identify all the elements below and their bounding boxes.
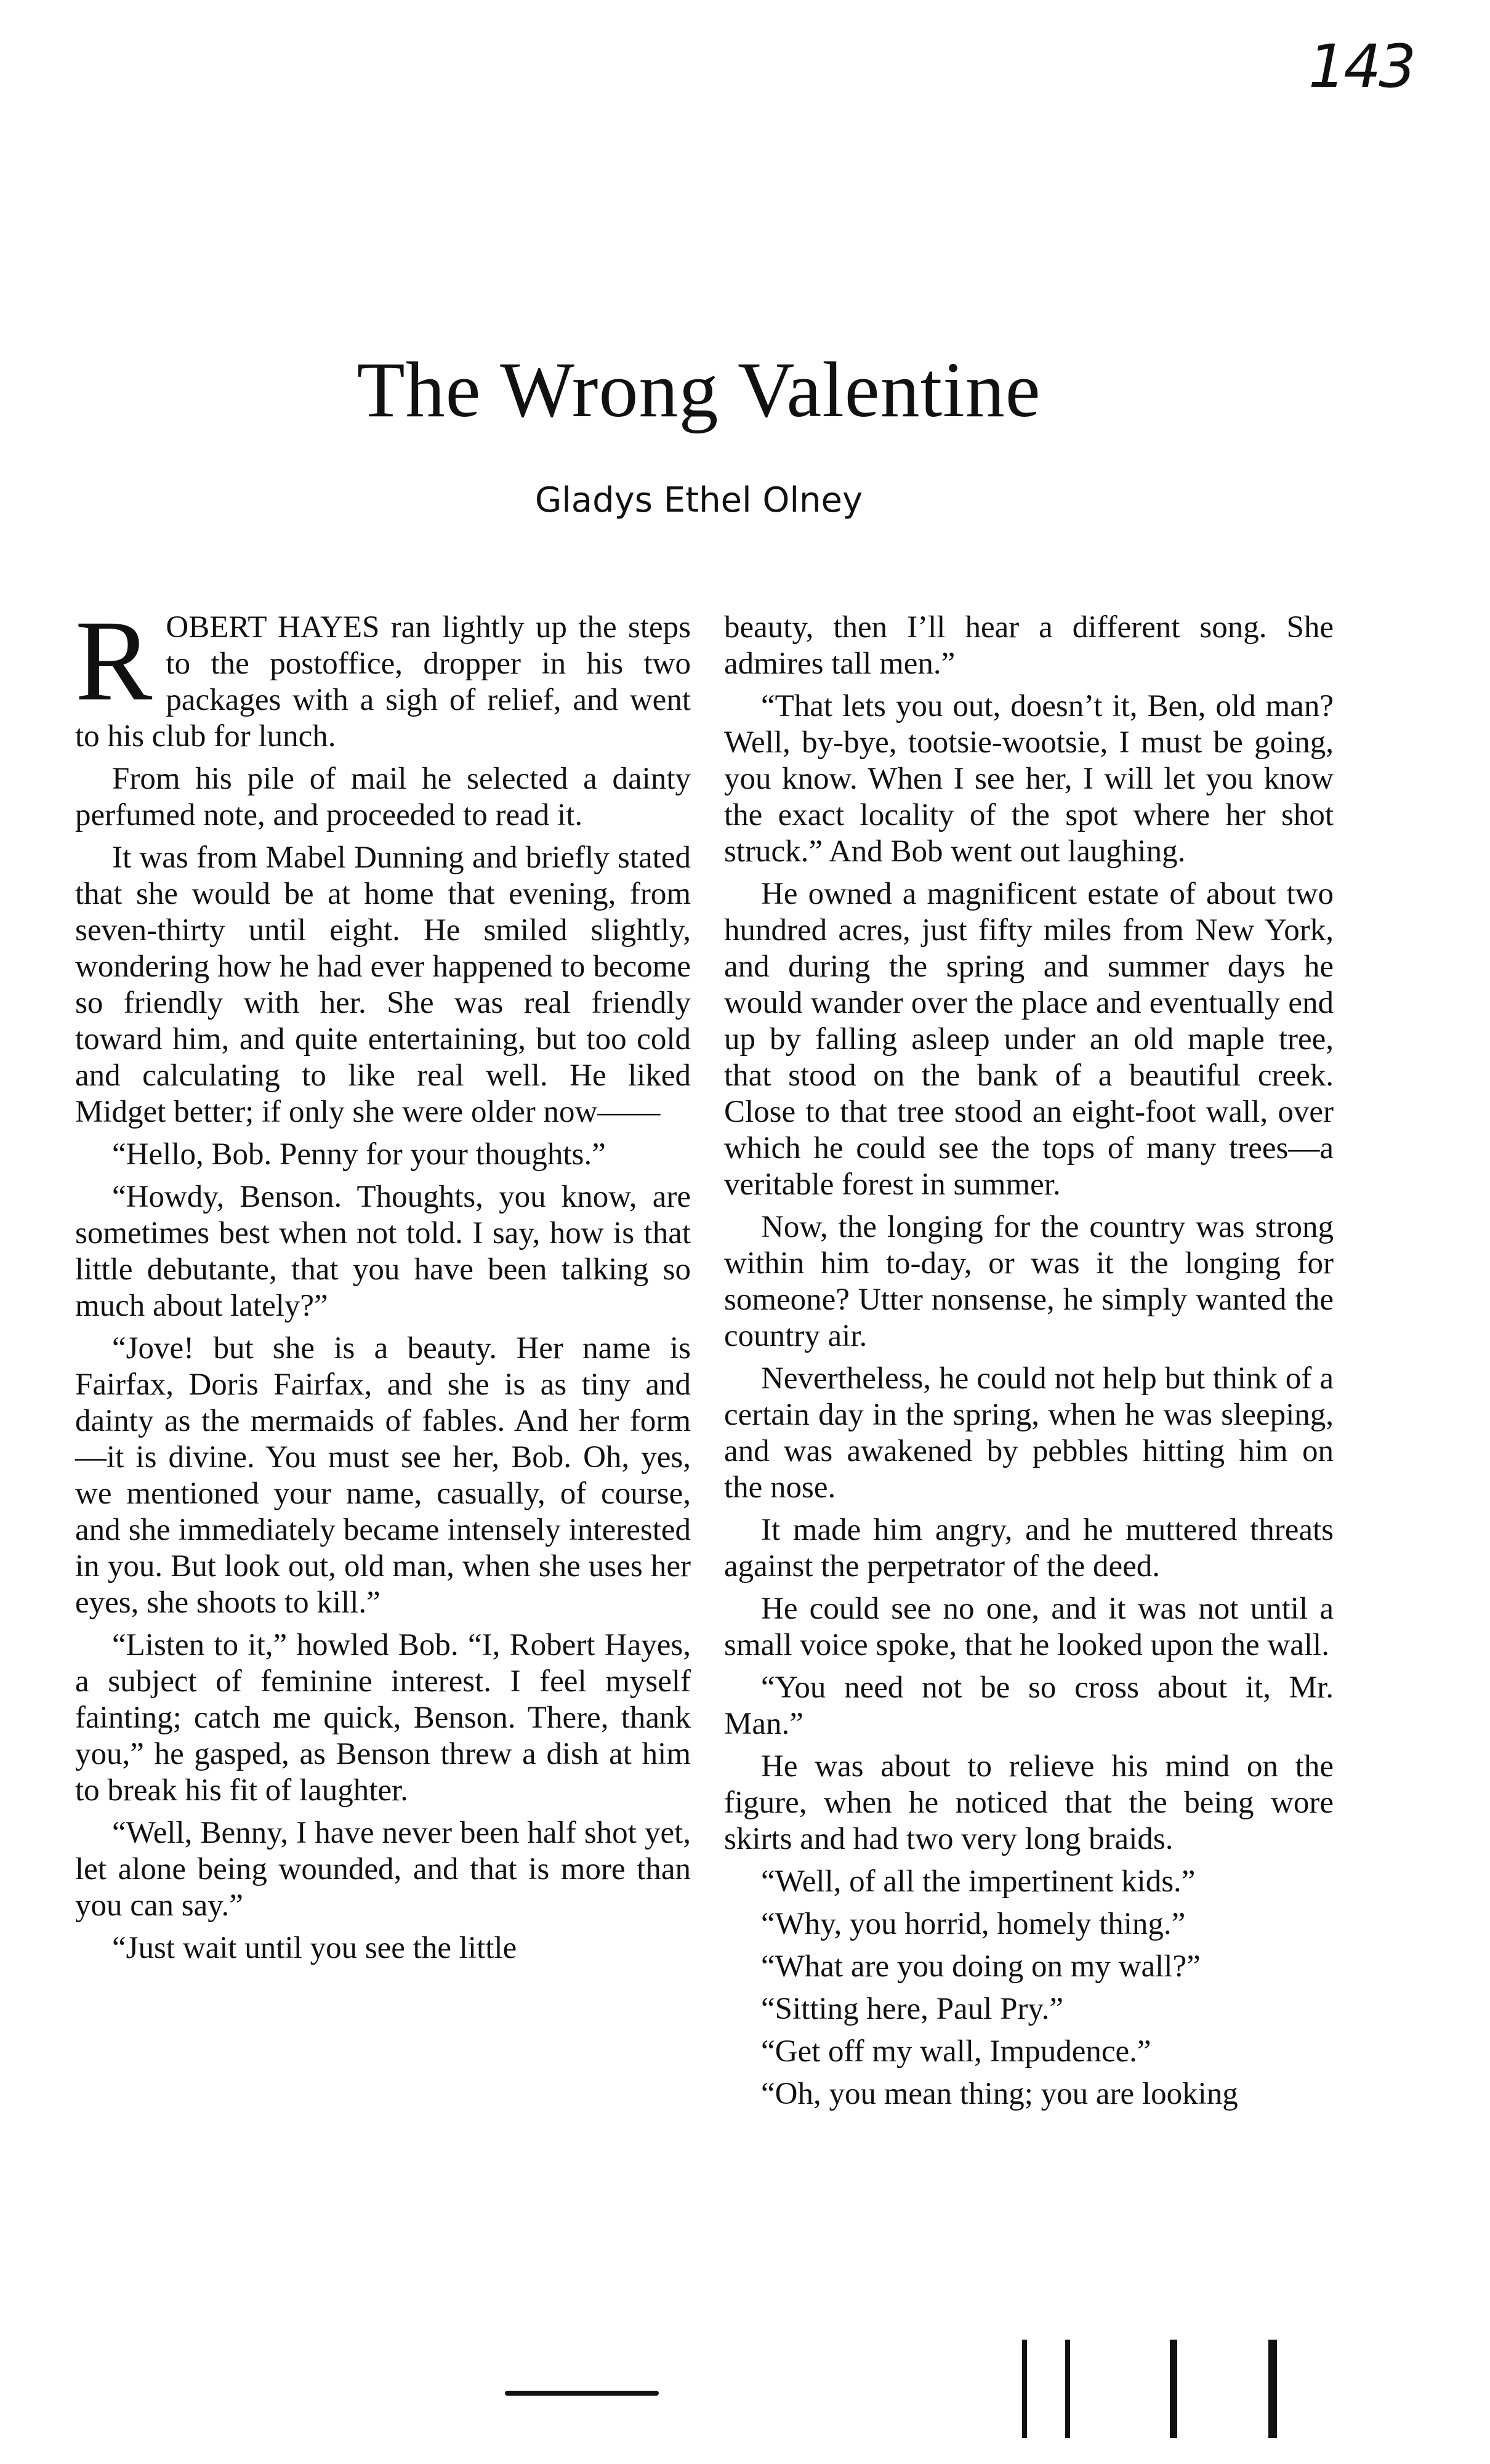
page-number: 143 bbox=[1308, 32, 1414, 101]
paragraph bbox=[75, 596, 691, 755]
paragraph: Nevertheless, he could not help but think of a certain day in the spring, when he was sleeping, and was awakened by pebbles hitting him on the nose. bbox=[724, 1361, 1334, 1505]
paragraph: It made him angry, and he muttered threats against the perpetrator of the deed. bbox=[724, 1513, 1334, 1584]
paragraph: “You need not be so cross about it, Mr. Man.” bbox=[724, 1670, 1334, 1741]
paragraph: “Jove! but she is a beauty. Her name is Fairfax, Doris Fairfax, and she is as tiny and dainty as the mermaids of fables. And her form—it is divine. You must see her, Bob. Oh, yes, we mentioned your name, casually, of course, and she immediately became intensely interested in you. But look out, old man, when she uses her eyes, she shoots to kill.” bbox=[75, 1331, 691, 1620]
paragraph: “Get off my wall, Impudence.” bbox=[761, 2034, 1151, 2069]
binding-mark bbox=[1268, 2340, 1277, 2438]
paragraph: Now, the longing for the country was strong within him to-day, or was it the longing for someone? Utter nonsense, he simply wanted the country air. bbox=[724, 1210, 1334, 1353]
paragraph: He could see no one, and it was not until a small voice spoke, that he looked upon the wall. bbox=[724, 1592, 1334, 1662]
paragraph: “Hello, Bob. Penny for your thoughts.” bbox=[112, 1137, 606, 1172]
left-column bbox=[75, 596, 691, 1973]
paragraph: “Howdy, Benson. Thoughts, you know, are sometimes best when not told. I say, how is that little debutante, that you have been talking so much about lately?” bbox=[75, 1180, 691, 1323]
paragraph: “Listen to it,” howled Bob. “I, Robert Hayes, a subject of feminine interest. I feel myself fainting; catch me quick, Benson. There, thank you,” he gasped, as Benson threw a dish at him to break his fit of laughter. bbox=[75, 1628, 691, 1808]
paragraph: “Just wait until you see the little bbox=[112, 1931, 517, 1965]
paragraph: From his pile of mail he selected a dainty perfumed note, and proceeded to read it. bbox=[75, 762, 691, 832]
right-column bbox=[724, 610, 1334, 2119]
binding-mark bbox=[1170, 2340, 1177, 2438]
paragraph: beauty, then I’ll hear a different song. She admires tall men.” bbox=[724, 610, 1334, 681]
paragraph: “Well, of all the impertinent kids.” bbox=[761, 1864, 1196, 1899]
article-author: Gladys Ethel Olney bbox=[534, 480, 863, 520]
paragraph: “Well, Benny, I have never been half shot yet, let alone being wounded, and that is more than you can say.” bbox=[75, 1816, 691, 1923]
paragraph: He owned a magnificent estate of about two hundred acres, just fifty miles from New York, and during the spring and summer days he would wander over the place and eventually end up by falling asleep under an old maple tree, that stood on the bank of a beautiful creek. Close to that tree stood an eight-foot wall, over which he could see the tops of many trees—a veritable forest in summer. bbox=[724, 877, 1334, 1202]
paragraph: He was about to relieve his mind on the figure, when he noticed that the being wore skirts and had two very long braids. bbox=[724, 1749, 1334, 1856]
binding-mark bbox=[1065, 2340, 1070, 2438]
paragraph: “What are you doing on my wall?” bbox=[761, 1949, 1201, 1984]
paragraph: “Why, you horrid, homely thing.” bbox=[761, 1907, 1186, 1941]
article-title: The Wrong Valentine bbox=[356, 346, 1041, 433]
footer-rule bbox=[505, 2391, 659, 2396]
drop-cap: R bbox=[75, 596, 153, 725]
paragraph: “Sitting here, Paul Pry.” bbox=[761, 1992, 1064, 2026]
paragraph-text: OBERT HAYES ran lightly up the steps to the postoffice, dropper in his two packages with a sigh of relief, and went to his club for lunch. bbox=[75, 610, 691, 754]
paragraph: It was from Mabel Dunning and briefly stated that she would be at home that evening, from seven-thirty until eight. He smiled slightly, wondering how he had ever happened to become so friendly with her. She was real friendly toward him, and quite entertaining, but too cold and calculating to like real well. He liked Midget better; if only she were older now—— bbox=[75, 840, 691, 1129]
binding-mark bbox=[1022, 2340, 1027, 2438]
paragraph: “Oh, you mean thing; you are looking bbox=[761, 2077, 1238, 2111]
paragraph: “That lets you out, doesn’t it, Ben, old man? Well, by-bye, tootsie-wootsie, I must be going, you know. When I see her, I will let you know the exact locality of the spot where her shot struck.” And Bob went out laughing. bbox=[724, 689, 1334, 869]
